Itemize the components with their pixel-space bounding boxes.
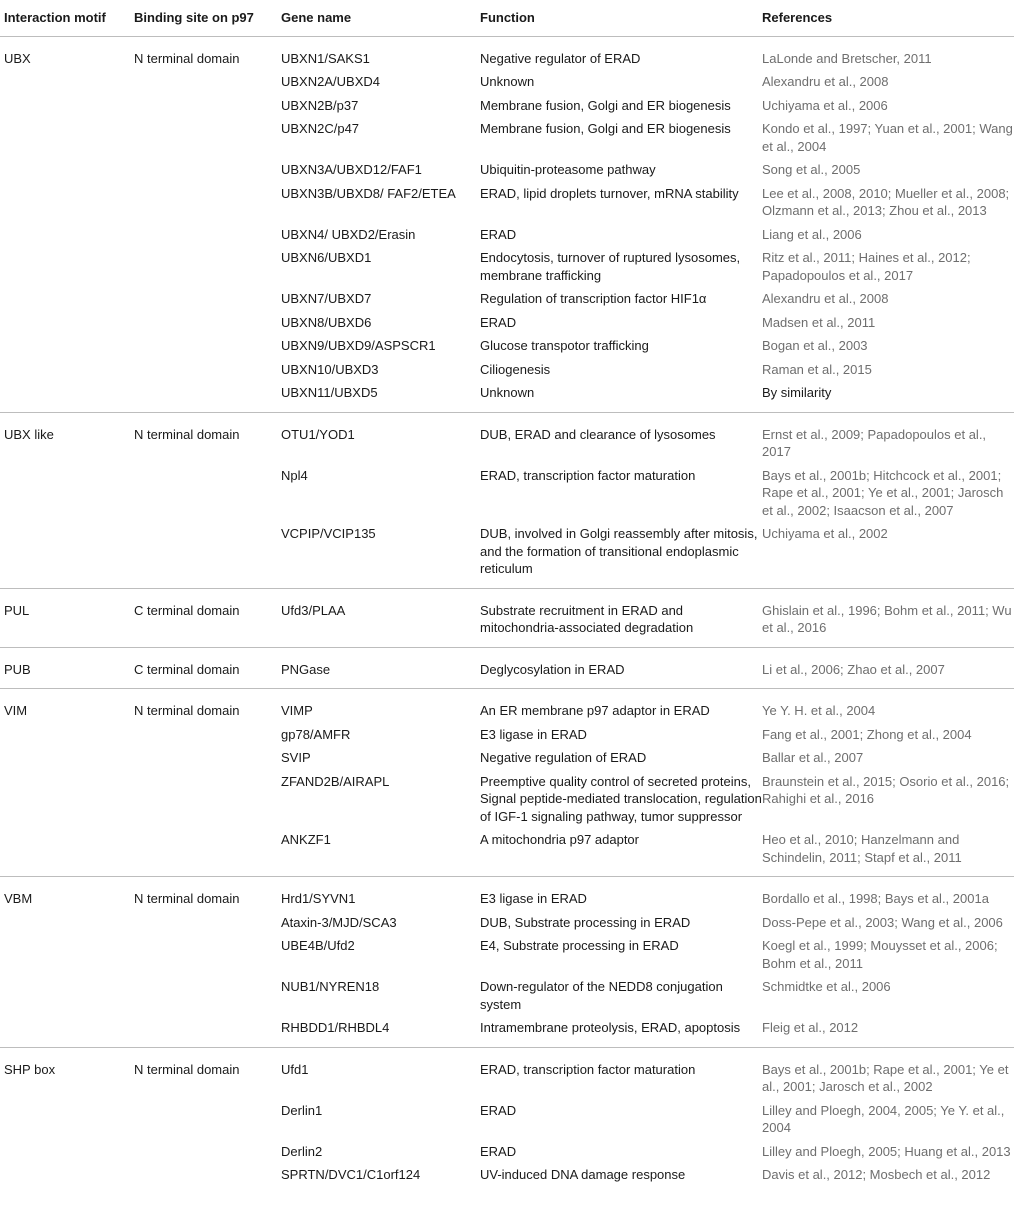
cell-interaction-motif (0, 828, 134, 877)
cell-references: Ghislain et al., 1996; Bohm et al., 2011; Wu et al., 2016 (762, 588, 1014, 647)
table-row (0, 911, 1014, 935)
cell-binding-site (134, 182, 281, 223)
cell-references: Uchiyama et al., 2006 (762, 97, 888, 113)
cell-references: Ballar et al., 2007 (762, 750, 864, 765)
table-row (0, 770, 1014, 829)
cell-binding-site (134, 975, 281, 1016)
table-row (0, 36, 1014, 70)
cell-references: Braunstein et al., 2015; Osorio et al., 2016; Rahighi et al., 2016 (762, 773, 1010, 806)
cell-gene-name: OTU1/YOD1 (281, 426, 355, 442)
cell-references: Bays et al., 2001b; Rape et al., 2001; Ye et al., 2001; Jarosch et al., 2002 (762, 1061, 1009, 1094)
cell-binding-site (134, 522, 281, 588)
cell-binding-site (134, 117, 281, 158)
cell-binding-site (134, 94, 281, 118)
table-row (0, 828, 1014, 877)
cell-gene-name: Derlin1 (281, 1102, 323, 1118)
table-row (0, 746, 1014, 770)
cell-binding-site (134, 246, 281, 287)
cell-gene-name: SVIP (281, 750, 311, 765)
table-row (0, 934, 1014, 975)
cell-interaction-motif (0, 770, 134, 829)
cell-interaction-motif: UBX (4, 50, 31, 66)
header-gene-name: Gene name (281, 0, 480, 36)
cell-function: Membrane fusion, Golgi and ER biogenesis (480, 97, 731, 113)
cell-function: Intramembrane proteolysis, ERAD, apoptosis (480, 1016, 762, 1047)
cell-binding-site (134, 723, 281, 747)
cell-references: Schmidtke et al., 2006 (762, 979, 891, 994)
cell-gene-name: UBXN8/UBXD6 (281, 314, 372, 330)
table-row (0, 588, 1014, 647)
cell-gene-name: UBXN2C/p47 (281, 121, 360, 136)
cell-gene-name: UBXN2B/p37 (281, 97, 359, 113)
cell-interaction-motif (0, 522, 134, 588)
cell-interaction-motif (0, 1140, 134, 1164)
cell-interaction-motif: UBX like (4, 426, 54, 442)
cell-gene-name: RHBDD1/RHBDL4 (281, 1016, 480, 1047)
cell-references: Liang et al., 2006 (762, 226, 862, 242)
table-row (0, 94, 1014, 118)
cell-binding-site (134, 746, 281, 770)
cell-gene-name: PNGase (281, 647, 480, 689)
cell-interaction-motif (0, 223, 134, 247)
cell-gene-name: VCPIP/VCIP135 (281, 522, 480, 588)
cell-interaction-motif (0, 158, 134, 182)
table-row (0, 287, 1014, 311)
cell-binding-site: N terminal domain (134, 703, 240, 718)
cell-function: E3 ligase in ERAD (480, 726, 587, 742)
table-row (0, 223, 1014, 247)
cell-interaction-motif (0, 1016, 134, 1047)
cell-binding-site (134, 70, 281, 94)
cell-gene-name: Hrd1/SYVN1 (281, 891, 356, 906)
cell-function: E3 ligase in ERAD (480, 891, 587, 906)
cell-binding-site: N terminal domain (134, 50, 240, 66)
cell-function: ERAD (480, 226, 517, 242)
cell-interaction-motif (0, 358, 134, 382)
cell-binding-site: C terminal domain (134, 647, 281, 689)
cell-gene-name: UBXN6/UBXD1 (281, 250, 372, 265)
table-row (0, 647, 1014, 689)
table-row (0, 412, 1014, 464)
cell-gene-name: Npl4 (281, 467, 308, 483)
cell-function: Deglycosylation in ERAD (480, 647, 762, 689)
header-interaction-motif: Interaction motif (0, 0, 134, 36)
cell-references: Ernst et al., 2009; Papadopoulos et al., 2017 (762, 426, 987, 459)
cell-gene-name: UBXN3A/UBXD12/FAF1 (281, 162, 422, 177)
table-row (0, 246, 1014, 287)
cell-function: UV-induced DNA damage response (480, 1167, 686, 1182)
cell-references: Raman et al., 2015 (762, 361, 872, 377)
cell-function: Ubiquitin-proteasome pathway (480, 162, 656, 177)
cell-gene-name: ZFAND2B/AIRAPL (281, 773, 390, 789)
cell-function: ERAD, transcription factor maturation (480, 467, 696, 483)
cell-binding-site: N terminal domain (134, 426, 240, 442)
table-row (0, 334, 1014, 358)
cell-gene-name: Ufd1 (281, 1061, 309, 1077)
table-row (0, 1047, 1014, 1099)
table-row (0, 723, 1014, 747)
cell-function: ERAD, lipid droplets turnover, mRNA stability (480, 185, 739, 201)
cell-interaction-motif: PUL (0, 588, 134, 647)
cell-gene-name: UBXN10/UBXD3 (281, 361, 379, 377)
cell-binding-site: N terminal domain (134, 891, 240, 906)
cell-gene-name: UBXN7/UBXD7 (281, 291, 372, 306)
cell-references: Ritz et al., 2011; Haines et al., 2012; Papadopoulos et al., 2017 (762, 250, 971, 283)
cell-gene-name: SPRTN/DVC1/C1orf124 (281, 1167, 421, 1182)
table-body (0, 36, 1014, 1186)
cell-binding-site (134, 311, 281, 335)
table-row (0, 689, 1014, 723)
cell-binding-site (134, 223, 281, 247)
cell-function: Ciliogenesis (480, 361, 551, 377)
table-row (0, 311, 1014, 335)
cell-references: Alexandru et al., 2008 (762, 74, 889, 89)
cell-interaction-motif (0, 746, 134, 770)
cell-binding-site (134, 158, 281, 182)
cell-gene-name: UBXN11/UBXD5 (281, 381, 480, 412)
cell-references: Koegl et al., 1999; Mouysset et al., 2006; Bohm et al., 2011 (762, 938, 998, 971)
cell-function: Preemptive quality control of secreted proteins, Signal peptide-mediated translocation, regulation of IGF-1 signaling pathway, tumor suppressor (480, 773, 762, 824)
cell-references: Kondo et al., 1997; Yuan et al., 2001; Wang et al., 2004 (762, 121, 1013, 154)
cell-references: Li et al., 2006; Zhao et al., 2007 (762, 647, 1014, 689)
cell-references: Alexandru et al., 2008 (762, 291, 889, 306)
table-row (0, 464, 1014, 523)
cell-interaction-motif (0, 934, 134, 975)
cell-gene-name: Ataxin-3/MJD/SCA3 (281, 914, 397, 930)
cell-references: Heo et al., 2010; Hanzelmann and Schindelin, 2011; Stapf et al., 2011 (762, 828, 1014, 877)
cell-gene-name: UBXN2A/UBXD4 (281, 74, 380, 89)
cell-function: ERAD (480, 314, 517, 330)
cell-binding-site (134, 770, 281, 829)
cell-interaction-motif (0, 334, 134, 358)
cell-binding-site (134, 381, 281, 412)
cell-binding-site (134, 334, 281, 358)
header-function: Function (480, 0, 762, 36)
cell-interaction-motif (0, 117, 134, 158)
cell-references: Bordallo et al., 1998; Bays et al., 2001a (762, 891, 989, 906)
table-row (0, 381, 1014, 412)
cell-binding-site (134, 934, 281, 975)
cell-references: Ye Y. H. et al., 2004 (762, 703, 876, 718)
cell-interaction-motif: SHP box (4, 1061, 56, 1077)
cell-gene-name: UBE4B/Ufd2 (281, 938, 355, 953)
cell-binding-site (134, 358, 281, 382)
cell-binding-site (134, 1016, 281, 1047)
cell-interaction-motif: PUB (0, 647, 134, 689)
cell-gene-name: UBXN4/ UBXD2/Erasin (281, 226, 416, 242)
cell-interaction-motif (0, 381, 134, 412)
cell-binding-site (134, 828, 281, 877)
cell-function: Negative regulator of ERAD (480, 50, 641, 66)
cell-interaction-motif (0, 464, 134, 523)
cell-interaction-motif (0, 182, 134, 223)
cell-gene-name: VIMP (281, 703, 313, 718)
cell-function: ERAD, transcription factor maturation (480, 1061, 696, 1077)
cell-binding-site (134, 1140, 281, 1164)
cell-binding-site (134, 287, 281, 311)
header-binding-site: Binding site on p97 (134, 0, 281, 36)
table-row (0, 877, 1014, 911)
cell-function: Negative regulation of ERAD (480, 750, 647, 765)
table-row (0, 1016, 1014, 1047)
cell-references: Davis et al., 2012; Mosbech et al., 2012 (762, 1167, 991, 1182)
cell-gene-name: Ufd3/PLAA (281, 588, 480, 647)
cell-gene-name: Derlin2 (281, 1143, 323, 1159)
cell-function: ERAD (480, 1143, 517, 1159)
cell-interaction-motif (0, 311, 134, 335)
cell-references: Madsen et al., 2011 (762, 314, 876, 330)
cell-binding-site (134, 1099, 281, 1140)
cell-interaction-motif (0, 246, 134, 287)
cell-function: An ER membrane p97 adaptor in ERAD (480, 703, 710, 718)
cell-interaction-motif (0, 70, 134, 94)
cell-function: DUB, involved in Golgi reassembly after mitosis, and the formation of transitional endoplasmic reticulum (480, 522, 762, 588)
cell-function: Unknown (480, 381, 762, 412)
cell-binding-site: C terminal domain (134, 588, 281, 647)
cell-gene-name: NUB1/NYREN18 (281, 979, 380, 994)
cell-function: A mitochondria p97 adaptor (480, 828, 762, 877)
table-row (0, 70, 1014, 94)
table-row (0, 117, 1014, 158)
table-row (0, 358, 1014, 382)
cell-function: ERAD (480, 1102, 517, 1118)
cell-references: Doss-Pepe et al., 2003; Wang et al., 2006 (762, 914, 1003, 930)
cell-function: Endocytosis, turnover of ruptured lysosomes, membrane trafficking (480, 250, 741, 283)
cell-function: Down-regulator of the NEDD8 conjugation system (480, 979, 723, 1012)
table-row (0, 182, 1014, 223)
cell-interaction-motif (0, 287, 134, 311)
cell-function: Unknown (480, 74, 535, 89)
cell-interaction-motif: VIM (4, 703, 28, 718)
cell-references: Fang et al., 2001; Zhong et al., 2004 (762, 726, 972, 742)
table-row (0, 1099, 1014, 1140)
cell-function: DUB, ERAD and clearance of lysosomes (480, 426, 716, 442)
cell-references: Bays et al., 2001b; Hitchcock et al., 2001; Rape et al., 2001; Ye et al., 2001; Jarosch et al., 2002; Isaacson et al., 2007 (762, 467, 1004, 518)
cell-references: Uchiyama et al., 2002 (762, 522, 1014, 588)
table-row (0, 158, 1014, 182)
cell-function: E4, Substrate processing in ERAD (480, 938, 679, 953)
cell-function: Glucose transpotor trafficking (480, 338, 649, 353)
cell-interaction-motif (0, 911, 134, 935)
cell-function: Membrane fusion, Golgi and ER biogenesis (480, 121, 731, 136)
cell-references: Lee et al., 2008, 2010; Mueller et al., 2008; Olzmann et al., 2013; Zhou et al., 2013 (762, 185, 1010, 218)
cell-references: Lilley and Ploegh, 2004, 2005; Ye Y. et al., 2004 (762, 1102, 1005, 1135)
header-row (0, 0, 1014, 36)
cell-interaction-motif (0, 723, 134, 747)
cell-references: By similarity (762, 381, 1014, 412)
cell-interaction-motif (0, 975, 134, 1016)
cell-interaction-motif (0, 94, 134, 118)
cell-references: Song et al., 2005 (762, 162, 861, 177)
cell-binding-site (134, 1163, 281, 1186)
table-row (0, 522, 1014, 588)
table-row (0, 1163, 1014, 1186)
table-row (0, 1140, 1014, 1164)
table-row (0, 975, 1014, 1016)
cell-function: Regulation of transcription factor HIF1α (480, 291, 707, 306)
cell-references: Bogan et al., 2003 (762, 338, 868, 353)
cell-gene-name: gp78/AMFR (281, 726, 351, 742)
cell-function: DUB, Substrate processing in ERAD (480, 914, 691, 930)
cell-binding-site: N terminal domain (134, 1061, 240, 1077)
cell-binding-site (134, 911, 281, 935)
cell-function: Substrate recruitment in ERAD and mitochondria-associated degradation (480, 588, 762, 647)
cell-references: Fleig et al., 2012 (762, 1016, 1014, 1047)
cell-interaction-motif: VBM (4, 891, 33, 906)
cell-binding-site (134, 464, 281, 523)
cell-gene-name: ANKZF1 (281, 828, 480, 877)
cell-gene-name: UBXN9/UBXD9/ASPSCR1 (281, 338, 436, 353)
cell-interaction-motif (0, 1163, 134, 1186)
cell-references: LaLonde and Bretscher, 2011 (762, 50, 932, 66)
cell-gene-name: UBXN3B/UBXD8/ FAF2/ETEA (281, 185, 456, 201)
header-references: References (762, 0, 1014, 36)
cell-references: Lilley and Ploegh, 2005; Huang et al., 2013 (762, 1143, 1011, 1159)
cell-interaction-motif (0, 1099, 134, 1140)
cell-gene-name: UBXN1/SAKS1 (281, 50, 370, 66)
